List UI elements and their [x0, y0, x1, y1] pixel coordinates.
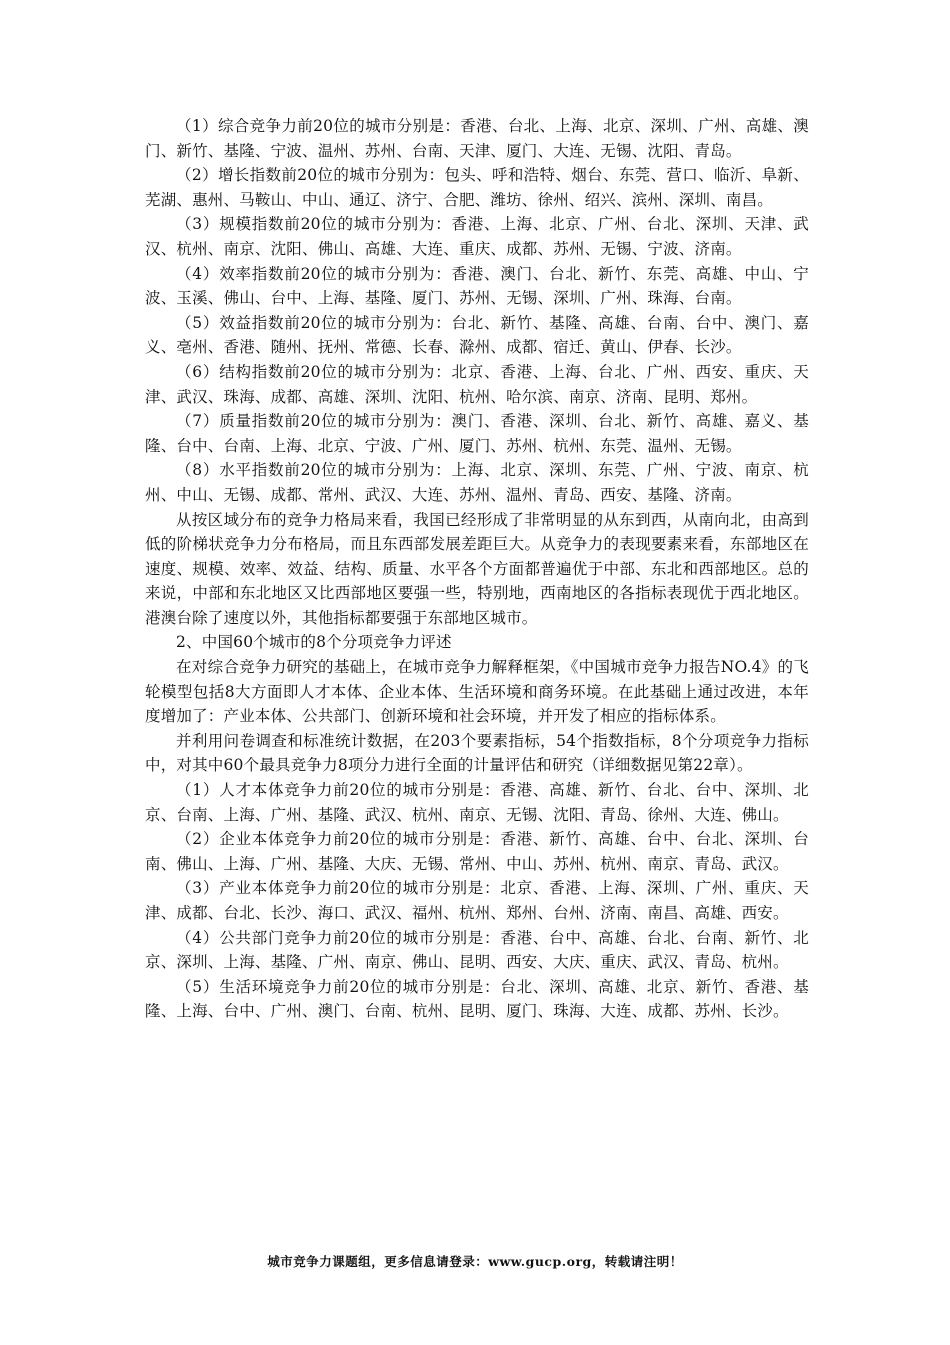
paragraph-scale-index: （3）规模指数前20位的城市分别为：香港、上海、北京、广州、台北、深圳、天津、武汉、杭州、南京、沈阳、佛山、高雄、大连、重庆、成都、苏州、无锡、宁波、济南。: [145, 215, 809, 258]
paragraph-public-sector: （4）公共部门竞争力前20位的城市分别是：香港、台中、高雄、台北、台南、新竹、北京、深圳、上海、基隆、广州、南京、佛山、昆明、西安、大庆、重庆、武汉、青岛、杭州。: [145, 928, 809, 972]
paragraph-living-environment: （5）生活环境竞争力前20位的城市分别是：台北、深圳、高雄、北京、新竹、香港、基隆、上海、台中、广州、澳门、台南、杭州、昆明、厦门、珠海、大连、成都、苏州、长沙。: [145, 977, 809, 1021]
paragraph-regional-analysis: 从按区域分布的竞争力格局来看，我国已经形成了非常明显的从东到西，从南向北，由高到低的阶梯状竞争力分布格局，而且东西部发展差距巨大。从竞争力的表现要素来看，东部地区在速度、规模、效率、效益、结构、质量、水平各个方面都普遍优于中部、东北和西部地区。总的来说，中部和东北地区又比西部地区要强一些，特别地，西南地区的各指标表现优于西北地区。港澳台除了速度以外，其他指标都要强于东部地区城市。: [145, 510, 809, 627]
paragraph-methodology: 并利用问卷调查和标准统计数据，在203个要素指标，54个指数指标，8个分项竞争力指标中，对其中60个最具竞争力8项分力进行全面的计量评估和研究（详细数据见第22章）。: [145, 731, 809, 775]
paragraph-framework-intro: 在对综合竞争力研究的基础上，在城市竞争力解释框架，《中国城市竞争力报告NO.4》的飞轮模型包括8大方面即人才本体、企业本体、生活环境和商务环境。在此基础上通过改进，本年度增加了：产业本体、公共部门、创新环境和社会环境，并开发了相应的指标体系。: [145, 658, 809, 726]
paragraph-benefit-index: （5）效益指数前20位的城市分别为：台北、新竹、基隆、高雄、台南、台中、澳门、嘉义、亳州、香港、随州、抚州、常德、长春、滁州、成都、宿迁、黄山、伊春、长沙。: [145, 313, 809, 357]
paragraph-growth-index: （2）增长指数前20位的城市分别为：包头、呼和浩特、烟台、东莞、营口、临沂、阜新、芜湖、惠州、马鞍山、中山、通辽、济宁、合肥、潍坊、徐州、绍兴、滨州、深圳、南昌。: [145, 166, 809, 209]
paragraph-enterprise-body: （2）企业本体竞争力前20位的城市分别是：香港、新竹、高雄、台中、台北、深圳、台南、佛山、上海、广州、基隆、大庆、无锡、常州、中山、苏州、杭州、南京、青岛、武汉。: [145, 830, 809, 873]
paragraph-level-index: （8）水平指数前20位的城市分别为：上海、北京、深圳、东莞、广州、宁波、南京、杭州、中山、无锡、成都、常州、武汉、大连、苏州、温州、青岛、西安、基隆、济南。: [145, 461, 809, 504]
document-body: [145, 114, 809, 1024]
page-footer: 城市竞争力课题组，更多信息请登录：www.gucp.org，转载请注明！: [267, 1254, 683, 1269]
paragraph-quality-index: （7）质量指数前20位的城市分别为：澳门、香港、深圳、台北、新竹、高雄、嘉义、基隆、台中、台南、上海、北京、宁波、广州、厦门、苏州、杭州、东莞、温州、无锡。: [145, 412, 809, 455]
paragraph-overall-top20: （1）综合竞争力前20位的城市分别是：香港、台北、上海、北京、深圳、广州、高雄、澳门、新竹、基隆、宁波、温州、苏州、台南、天津、厦门、大连、无锡、沈阳、青岛。: [145, 117, 809, 160]
paragraph-talent-body: （1）人才本体竞争力前20位的城市分别是：香港、高雄、新竹、台北、台中、深圳、北京、台南、上海、广州、基隆、武汉、杭州、南京、无锡、沈阳、青岛、徐州、大连、佛山。: [145, 781, 809, 824]
paragraph-structure-index: （6）结构指数前20位的城市分别为：北京、香港、上海、台北、广州、西安、重庆、天津、武汉、珠海、成都、高雄、深圳、沈阳、杭州、哈尔滨、南京、济南、昆明、郑州。: [145, 362, 809, 406]
paragraph-efficiency-index: （4）效率指数前20位的城市分别为：香港、澳门、台北、新竹、东莞、高雄、中山、宁波、玉溪、佛山、台中、上海、基隆、厦门、苏州、无锡、深圳、广州、珠海、台南。: [145, 264, 809, 308]
section-heading: 2、中国60个城市的8个分项竞争力评述: [176, 633, 452, 652]
paragraph-industry-body: （3）产业本体竞争力前20位的城市分别是：北京、香港、上海、深圳、广州、重庆、天津、成都、台北、长沙、海口、武汉、福州、杭州、郑州、台州、济南、南昌、高雄、西安。: [145, 879, 809, 922]
